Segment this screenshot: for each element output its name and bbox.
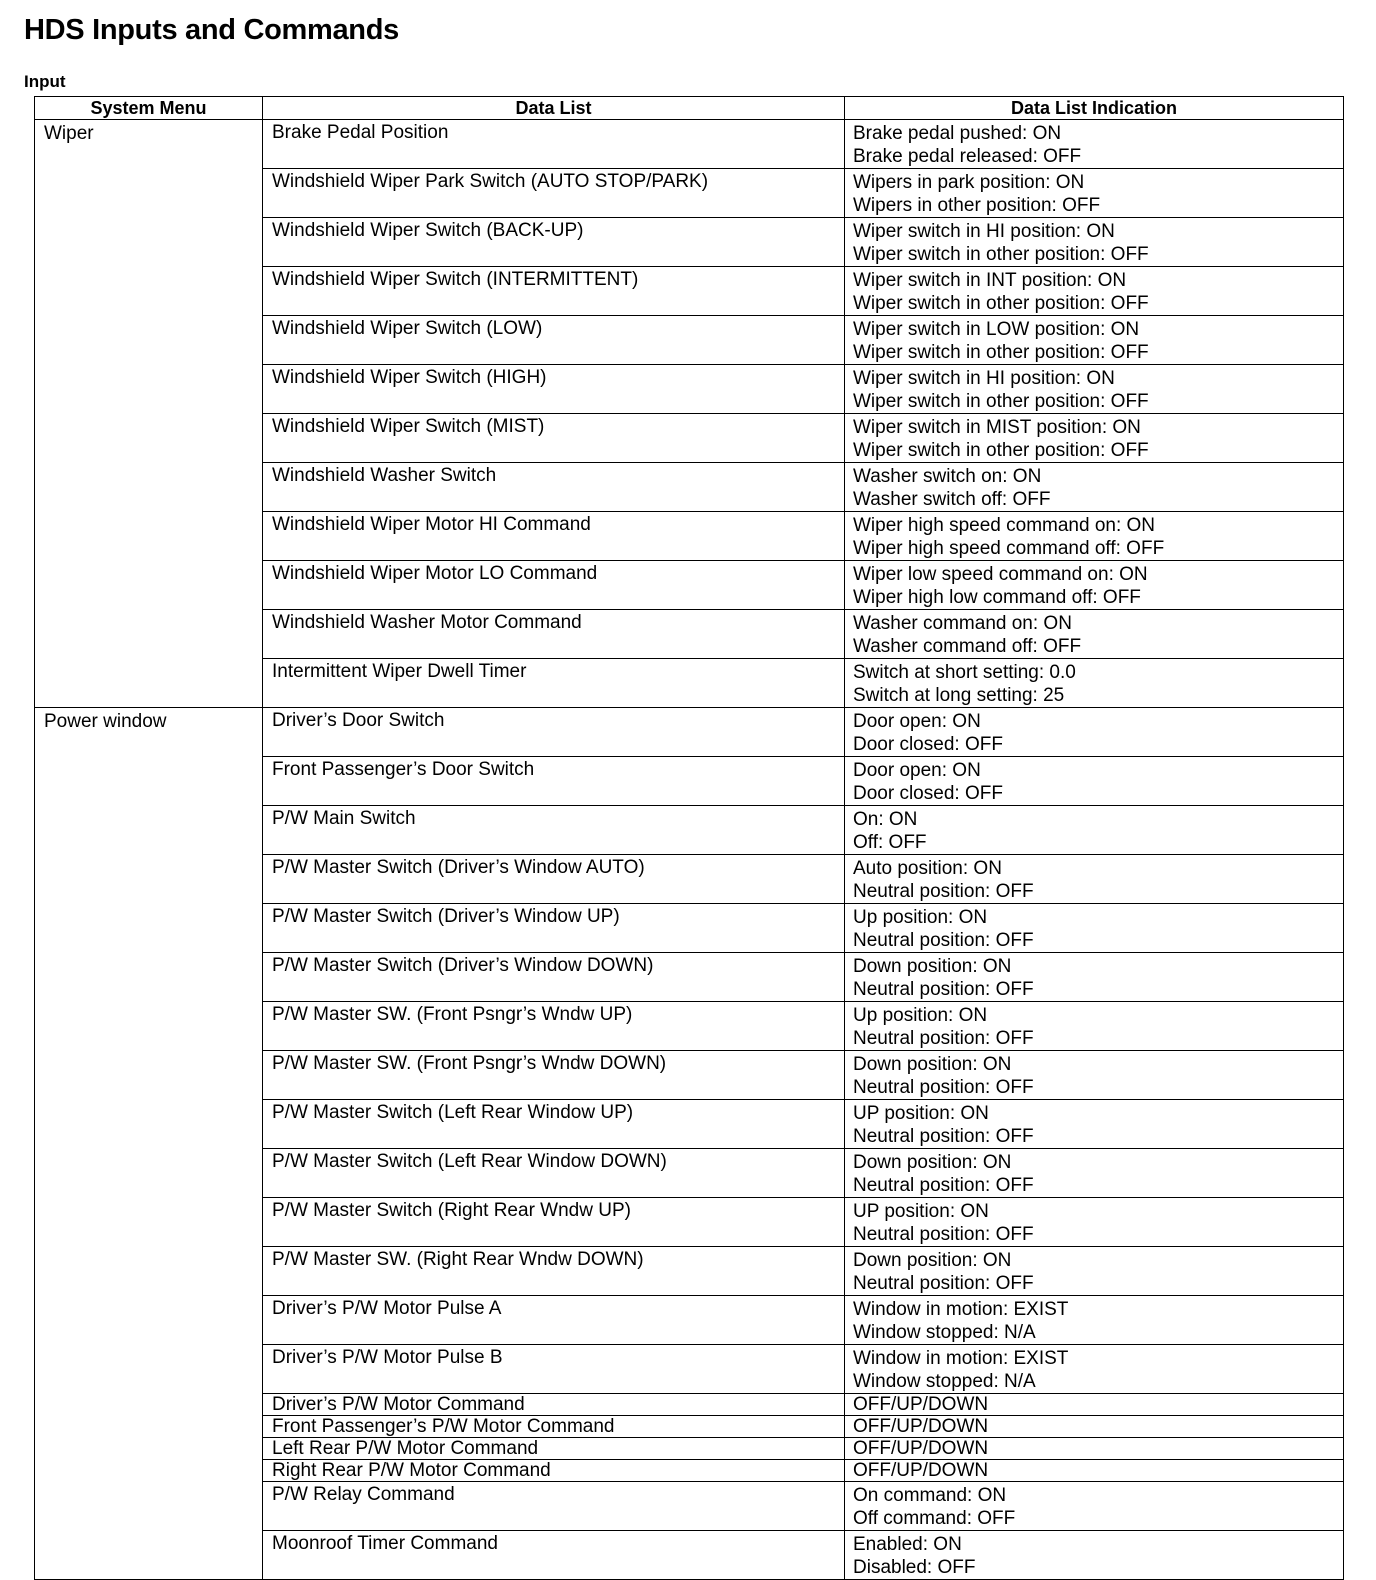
indication-on-line: Washer command on: ON [853, 613, 1072, 634]
data-list-cell: Windshield Wiper Motor LO Command [263, 561, 845, 610]
indication-off-line: Wiper switch in other position: OFF [853, 293, 1149, 314]
indication-off-line: Brake pedal released: OFF [853, 146, 1082, 167]
indication-cell [845, 218, 1344, 267]
indication-cell [845, 806, 1344, 855]
data-list-cell: Brake Pedal Position [263, 120, 845, 169]
indication-off-line: Door closed: OFF [853, 734, 1003, 755]
indication-off-line: Switch at long setting: 25 [853, 685, 1065, 706]
data-list-cell: Left Rear P/W Motor Command [263, 1438, 845, 1460]
table-header-row [35, 97, 1344, 120]
indication-cell [845, 1531, 1344, 1580]
data-list-cell: P/W Relay Command [263, 1482, 845, 1531]
indication-off-line: Washer switch off: OFF [853, 489, 1051, 510]
indication-on-line: OFF/UP/DOWN [853, 1438, 989, 1459]
indication-cell [845, 463, 1344, 512]
indication-cell [845, 1100, 1344, 1149]
data-list-cell: P/W Master Switch (Driver’s Window AUTO) [263, 855, 845, 904]
indication-cell [845, 1002, 1344, 1051]
indication-cell [845, 1482, 1344, 1531]
indication-cell [845, 757, 1344, 806]
data-list-cell: Windshield Wiper Switch (HIGH) [263, 365, 845, 414]
indication-cell [845, 659, 1344, 708]
indication-off-line: Window stopped: N/A [853, 1322, 1036, 1343]
indication-on-line: OFF/UP/DOWN [853, 1394, 989, 1415]
indication-on-line: Down position: ON [853, 1250, 1012, 1271]
indication-on-line: OFF/UP/DOWN [853, 1416, 989, 1437]
table-row [35, 120, 1344, 169]
indication-off-line: Door closed: OFF [853, 783, 1003, 804]
data-list-cell: Driver’s P/W Motor Pulse A [263, 1296, 845, 1345]
data-list-cell: Driver’s P/W Motor Pulse B [263, 1345, 845, 1394]
header-data-list: Data List [263, 97, 845, 120]
indication-off-line: Disabled: OFF [853, 1557, 976, 1578]
indication-on-line: Switch at short setting: 0.0 [853, 662, 1076, 683]
data-list-cell: Windshield Wiper Motor HI Command [263, 512, 845, 561]
indication-cell [845, 1198, 1344, 1247]
indication-on-line: Wiper switch in LOW position: ON [853, 319, 1140, 340]
indication-on-line: Wiper low speed command on: ON [853, 564, 1148, 585]
data-list-cell: Windshield Wiper Park Switch (AUTO STOP/PARK) [263, 169, 845, 218]
indication-off-line: Wiper switch in other position: OFF [853, 440, 1149, 461]
data-list-cell: Driver’s P/W Motor Command [263, 1394, 845, 1416]
indication-on-line: Down position: ON [853, 1152, 1012, 1173]
indication-cell [845, 1247, 1344, 1296]
indication-off-line: Wiper high low command off: OFF [853, 587, 1141, 608]
indication-cell [845, 169, 1344, 218]
header-system-menu: System Menu [35, 97, 263, 120]
data-list-cell: Windshield Wiper Switch (MIST) [263, 414, 845, 463]
indication-on-line: UP position: ON [853, 1103, 989, 1124]
data-list-cell: Driver’s Door Switch [263, 708, 845, 757]
inputs-table [34, 96, 1344, 1580]
indication-on-line: Wiper switch in HI position: ON [853, 368, 1115, 389]
indication-on-line: Auto position: ON [853, 858, 1002, 879]
indication-cell [845, 953, 1344, 1002]
indication-cell [845, 1149, 1344, 1198]
indication-off-line: Wiper high speed command off: OFF [853, 538, 1165, 559]
indication-off-line: Neutral position: OFF [853, 1077, 1034, 1098]
data-list-cell: P/W Master Switch (Right Rear Wndw UP) [263, 1198, 845, 1247]
data-list-cell: P/W Master Switch (Driver’s Window DOWN) [263, 953, 845, 1002]
indication-off-line: Neutral position: OFF [853, 930, 1034, 951]
indication-cell [845, 561, 1344, 610]
system-menu-cell: Power window [35, 708, 263, 1580]
indication-on-line: Enabled: ON [853, 1534, 962, 1555]
indication-cell [845, 414, 1344, 463]
indication-off-line: Washer command off: OFF [853, 636, 1082, 657]
indication-off-line: Neutral position: OFF [853, 1224, 1034, 1245]
indication-cell [845, 1345, 1344, 1394]
indication-on-line: Brake pedal pushed: ON [853, 123, 1062, 144]
indication-off-line: Off command: OFF [853, 1508, 1016, 1529]
data-list-cell: P/W Master SW. (Front Psngr’s Wndw DOWN) [263, 1051, 845, 1100]
indication-cell [845, 904, 1344, 953]
page-title: HDS Inputs and Commands [24, 14, 399, 46]
indication-cell [845, 708, 1344, 757]
data-list-cell: Windshield Wiper Switch (INTERMITTENT) [263, 267, 845, 316]
indication-on-line: Door open: ON [853, 760, 981, 781]
indication-cell [845, 1438, 1344, 1460]
data-list-cell: Front Passenger’s Door Switch [263, 757, 845, 806]
indication-on-line: Wiper high speed command on: ON [853, 515, 1156, 536]
indication-on-line: Washer switch on: ON [853, 466, 1042, 487]
indication-off-line: Wiper switch in other position: OFF [853, 244, 1149, 265]
indication-on-line: Up position: ON [853, 1005, 988, 1026]
indication-off-line: Neutral position: OFF [853, 1126, 1034, 1147]
data-list-cell: P/W Master SW. (Front Psngr’s Wndw UP) [263, 1002, 845, 1051]
indication-cell [845, 316, 1344, 365]
indication-cell [845, 855, 1344, 904]
header-data-list-indication: Data List Indication [845, 97, 1344, 120]
data-list-cell: Windshield Washer Motor Command [263, 610, 845, 659]
indication-on-line: Window in motion: EXIST [853, 1348, 1069, 1369]
indication-off-line: Off: OFF [853, 832, 927, 853]
indication-cell [845, 610, 1344, 659]
indication-off-line: Neutral position: OFF [853, 1175, 1034, 1196]
data-list-cell: Windshield Washer Switch [263, 463, 845, 512]
indication-on-line: Up position: ON [853, 907, 988, 928]
indication-cell [845, 1416, 1344, 1438]
indication-on-line: On command: ON [853, 1485, 1007, 1506]
indication-on-line: On: ON [853, 809, 918, 830]
indication-on-line: Wiper switch in HI position: ON [853, 221, 1115, 242]
data-list-cell: Front Passenger’s P/W Motor Command [263, 1416, 845, 1438]
data-list-cell: Windshield Wiper Switch (BACK-UP) [263, 218, 845, 267]
indication-cell [845, 1460, 1344, 1482]
data-list-cell: P/W Master Switch (Left Rear Window DOWN) [263, 1149, 845, 1198]
indication-off-line: Neutral position: OFF [853, 881, 1034, 902]
indication-cell [845, 1051, 1344, 1100]
indication-off-line: Wiper switch in other position: OFF [853, 391, 1149, 412]
system-menu-cell: Wiper [35, 120, 263, 708]
indication-on-line: Down position: ON [853, 1054, 1012, 1075]
indication-on-line: Wiper switch in INT position: ON [853, 270, 1127, 291]
data-list-cell: Windshield Wiper Switch (LOW) [263, 316, 845, 365]
indication-cell [845, 1394, 1344, 1416]
table-row [35, 708, 1344, 757]
data-list-cell: P/W Main Switch [263, 806, 845, 855]
data-list-cell: P/W Master Switch (Left Rear Window UP) [263, 1100, 845, 1149]
indication-on-line: Down position: ON [853, 956, 1012, 977]
indication-off-line: Wiper switch in other position: OFF [853, 342, 1149, 363]
indication-off-line: Wipers in other position: OFF [853, 195, 1101, 216]
indication-cell [845, 267, 1344, 316]
data-list-cell: Intermittent Wiper Dwell Timer [263, 659, 845, 708]
indication-off-line: Neutral position: OFF [853, 979, 1034, 1000]
data-list-cell: Right Rear P/W Motor Command [263, 1460, 845, 1482]
indication-off-line: Window stopped: N/A [853, 1371, 1036, 1392]
indication-cell [845, 120, 1344, 169]
indication-on-line: Wiper switch in MIST position: ON [853, 417, 1141, 438]
indication-on-line: Window in motion: EXIST [853, 1299, 1069, 1320]
indication-cell [845, 365, 1344, 414]
indication-on-line: Door open: ON [853, 711, 981, 732]
indication-off-line: Neutral position: OFF [853, 1273, 1034, 1294]
data-list-cell: P/W Master SW. (Right Rear Wndw DOWN) [263, 1247, 845, 1296]
data-list-cell: P/W Master Switch (Driver’s Window UP) [263, 904, 845, 953]
data-list-cell: Moonroof Timer Command [263, 1531, 845, 1580]
section-heading: Input [24, 72, 66, 91]
indication-on-line: UP position: ON [853, 1201, 989, 1222]
indication-on-line: Wipers in park position: ON [853, 172, 1085, 193]
indication-cell [845, 512, 1344, 561]
indication-off-line: Neutral position: OFF [853, 1028, 1034, 1049]
indication-cell [845, 1296, 1344, 1345]
indication-on-line: OFF/UP/DOWN [853, 1460, 989, 1481]
